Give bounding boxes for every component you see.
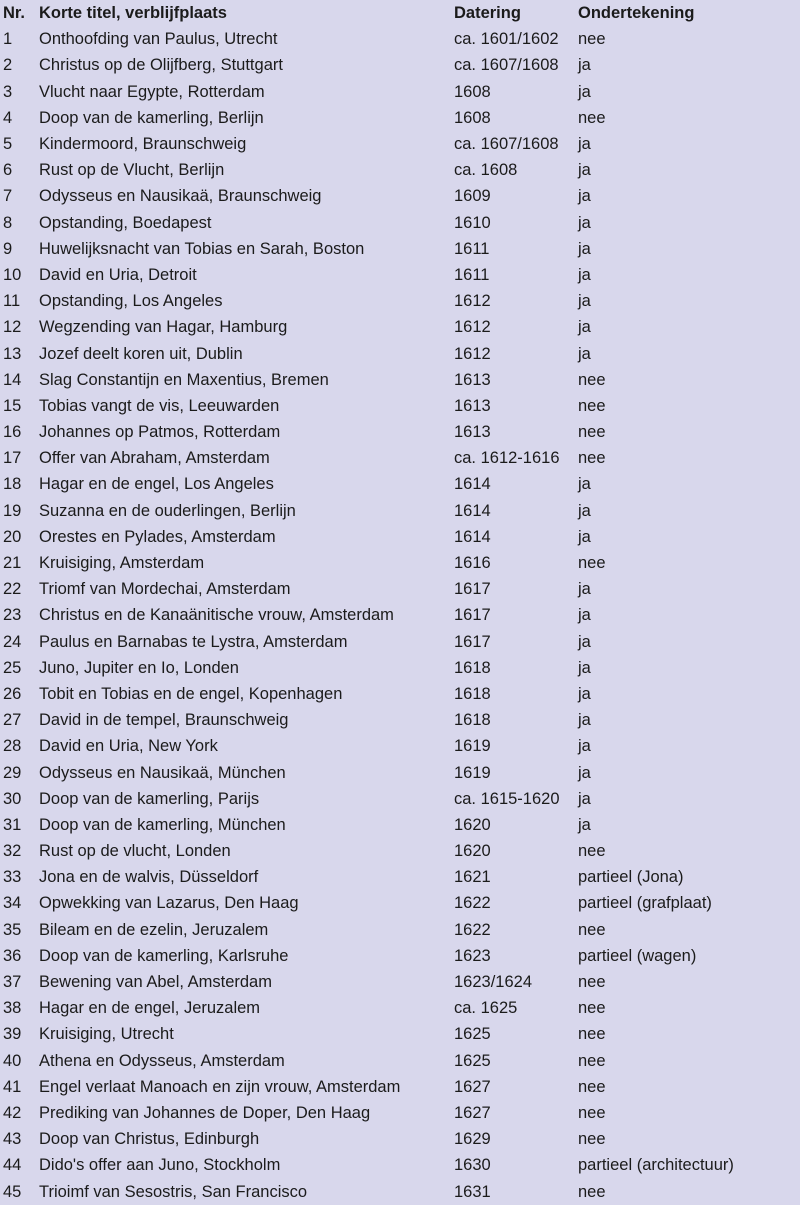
cell-nr: 1 — [3, 30, 13, 49]
table-row — [0, 864, 800, 890]
cell-title: Odysseus en Nausikaä, Braunschweig — [39, 187, 322, 206]
cell-date: 1614 — [454, 475, 491, 494]
cell-title: Christus en de Kanaänitische vrouw, Amsterdam — [39, 606, 394, 625]
cell-signature: ja — [578, 82, 591, 101]
table-row — [0, 105, 800, 131]
table-row — [0, 498, 800, 524]
table-row — [0, 288, 800, 314]
cell-nr: 38 — [3, 999, 22, 1018]
table-row — [0, 131, 800, 157]
table-row — [0, 786, 800, 812]
cell-date: 1630 — [454, 1156, 491, 1175]
cell-signature: ja — [578, 789, 591, 808]
cell-nr: 17 — [3, 449, 22, 468]
header-date: Datering — [454, 4, 521, 23]
cell-title: Bewening van Abel, Amsterdam — [39, 973, 272, 992]
cell-date: 1612 — [454, 344, 491, 363]
cell-title: Rust op de vlucht, Londen — [39, 842, 231, 861]
cell-title: Tobias vangt de vis, Leeuwarden — [39, 396, 280, 415]
table-row — [0, 79, 800, 105]
cell-signature: ja — [578, 161, 591, 180]
cell-title: Doop van de kamerling, Berlijn — [39, 108, 264, 127]
table-row — [0, 340, 800, 366]
cell-title: Kindermoord, Braunschweig — [39, 135, 247, 154]
table-row — [0, 471, 800, 497]
cell-title: Doop van de kamerling, Karlsruhe — [39, 946, 289, 965]
cell-signature: partieel (Jona) — [578, 868, 684, 887]
cell-nr: 39 — [3, 1025, 22, 1044]
cell-nr: 21 — [3, 554, 22, 573]
cell-nr: 27 — [3, 711, 22, 730]
cell-date: ca. 1608 — [454, 161, 518, 180]
cell-signature: partieel (grafplaat) — [578, 894, 712, 913]
cell-signature: ja — [578, 711, 591, 730]
cell-date: 1617 — [454, 632, 491, 651]
cell-signature: nee — [578, 370, 606, 389]
cell-nr: 8 — [3, 213, 13, 232]
cell-title: Jona en de walvis, Düsseldorf — [39, 868, 259, 887]
cell-nr: 37 — [3, 973, 22, 992]
cell-nr: 31 — [3, 815, 22, 834]
cell-nr: 2 — [3, 56, 13, 75]
cell-nr: 42 — [3, 1103, 22, 1122]
header-row — [0, 0, 800, 26]
cell-title: Triomf van Mordechai, Amsterdam — [39, 580, 291, 599]
cell-signature: nee — [578, 1025, 606, 1044]
table-body — [0, 26, 800, 1204]
table-row — [0, 707, 800, 733]
table-row — [0, 52, 800, 78]
cell-nr: 4 — [3, 108, 13, 127]
cell-signature: nee — [578, 30, 606, 49]
cell-title: Odysseus en Nausikaä, München — [39, 763, 286, 782]
cell-date: 1613 — [454, 423, 491, 442]
cell-title: Hagar en de engel, Los Angeles — [39, 475, 274, 494]
cell-title: Paulus en Barnabas te Lystra, Amsterdam — [39, 632, 348, 651]
cell-nr: 25 — [3, 658, 22, 677]
cell-signature: ja — [578, 56, 591, 75]
cell-nr: 23 — [3, 606, 22, 625]
cell-signature: ja — [578, 580, 591, 599]
cell-nr: 20 — [3, 527, 22, 546]
cell-signature: ja — [578, 318, 591, 337]
table-row — [0, 157, 800, 183]
cell-title: Juno, Jupiter en Io, Londen — [39, 658, 239, 677]
cell-date: ca. 1601/1602 — [454, 30, 559, 49]
cell-date: 1623 — [454, 946, 491, 965]
cell-title: Offer van Abraham, Amsterdam — [39, 449, 270, 468]
header-title: Korte titel, verblijfplaats — [39, 4, 227, 23]
table-row — [0, 1048, 800, 1074]
cell-date: 1614 — [454, 501, 491, 520]
cell-title: Opstanding, Boedapest — [39, 213, 212, 232]
cell-nr: 3 — [3, 82, 13, 101]
cell-signature: ja — [578, 501, 591, 520]
cell-nr: 30 — [3, 789, 22, 808]
cell-signature: nee — [578, 1051, 606, 1070]
table-row — [0, 1152, 800, 1178]
cell-date: 1608 — [454, 82, 491, 101]
cell-title: Orestes en Pylades, Amsterdam — [39, 527, 276, 546]
cell-title: Rust op de Vlucht, Berlijn — [39, 161, 225, 180]
cell-nr: 6 — [3, 161, 13, 180]
table-row — [0, 681, 800, 707]
cell-signature: nee — [578, 842, 606, 861]
cell-title: David in de tempel, Braunschweig — [39, 711, 289, 730]
cell-date: 1617 — [454, 580, 491, 599]
cell-signature: nee — [578, 396, 606, 415]
cell-title: Doop van Christus, Edinburgh — [39, 1130, 260, 1149]
cell-title: Christus op de Olijfberg, Stuttgart — [39, 56, 283, 75]
table-row — [0, 1074, 800, 1100]
cell-signature: ja — [578, 763, 591, 782]
cell-date: 1608 — [454, 108, 491, 127]
cell-date: 1612 — [454, 292, 491, 311]
table-row — [0, 393, 800, 419]
cell-title: Jozef deelt koren uit, Dublin — [39, 344, 243, 363]
table-row — [0, 419, 800, 445]
cell-date: 1627 — [454, 1077, 491, 1096]
cell-nr: 7 — [3, 187, 13, 206]
cell-signature: nee — [578, 449, 606, 468]
cell-signature: nee — [578, 1130, 606, 1149]
cell-date: 1620 — [454, 815, 491, 834]
cell-nr: 9 — [3, 239, 13, 258]
cell-nr: 28 — [3, 737, 22, 756]
cell-nr: 45 — [3, 1182, 22, 1201]
cell-title: Slag Constantijn en Maxentius, Bremen — [39, 370, 329, 389]
cell-date: ca. 1612-1616 — [454, 449, 560, 468]
table-row — [0, 655, 800, 681]
cell-date: 1617 — [454, 606, 491, 625]
cell-date: 1625 — [454, 1025, 491, 1044]
cell-signature: ja — [578, 135, 591, 154]
cell-signature: ja — [578, 658, 591, 677]
cell-date: 1618 — [454, 711, 491, 730]
cell-title: Dido's offer aan Juno, Stockholm — [39, 1156, 281, 1175]
cell-nr: 24 — [3, 632, 22, 651]
cell-date: ca. 1615-1620 — [454, 789, 560, 808]
cell-title: Doop van de kamerling, München — [39, 815, 286, 834]
table-row — [0, 26, 800, 52]
cell-signature: ja — [578, 239, 591, 258]
cell-date: ca. 1607/1608 — [454, 135, 559, 154]
cell-nr: 18 — [3, 475, 22, 494]
table-row — [0, 1126, 800, 1152]
cell-date: 1620 — [454, 842, 491, 861]
table-row — [0, 210, 800, 236]
table-row — [0, 550, 800, 576]
cell-title: Doop van de kamerling, Parijs — [39, 789, 260, 808]
cell-signature: nee — [578, 1103, 606, 1122]
table-row — [0, 1021, 800, 1047]
cell-signature: nee — [578, 423, 606, 442]
table-row — [0, 1100, 800, 1126]
cell-signature: ja — [578, 527, 591, 546]
cell-date: 1622 — [454, 920, 491, 939]
cell-title: Kruisiging, Utrecht — [39, 1025, 174, 1044]
table-row — [0, 314, 800, 340]
cell-title: Prediking van Johannes de Doper, Den Haag — [39, 1103, 371, 1122]
table-row — [0, 524, 800, 550]
cell-date: 1612 — [454, 318, 491, 337]
cell-nr: 34 — [3, 894, 22, 913]
header-nr: Nr. — [3, 4, 26, 23]
cell-signature: ja — [578, 475, 591, 494]
cell-title: Suzanna en de ouderlingen, Berlijn — [39, 501, 296, 520]
cell-date: 1611 — [454, 239, 490, 258]
cell-nr: 32 — [3, 842, 22, 861]
cell-nr: 16 — [3, 423, 22, 442]
cell-title: Kruisiging, Amsterdam — [39, 554, 205, 573]
cell-signature: nee — [578, 973, 606, 992]
cell-signature: nee — [578, 1182, 606, 1201]
table-row — [0, 733, 800, 759]
cell-signature: nee — [578, 554, 606, 573]
cell-date: 1631 — [454, 1182, 491, 1201]
cell-signature: partieel (architectuur) — [578, 1156, 734, 1175]
table-row — [0, 367, 800, 393]
cell-title: Johannes op Patmos, Rotterdam — [39, 423, 281, 442]
cell-title: Hagar en de engel, Jeruzalem — [39, 999, 261, 1018]
cell-signature: ja — [578, 265, 591, 284]
cell-signature: nee — [578, 999, 606, 1018]
cell-title: Opwekking van Lazarus, Den Haag — [39, 894, 299, 913]
cell-title: Engel verlaat Manoach en zijn vrouw, Amsterdam — [39, 1077, 401, 1096]
cell-date: 1623/1624 — [454, 973, 532, 992]
cell-nr: 44 — [3, 1156, 22, 1175]
cell-nr: 13 — [3, 344, 22, 363]
cell-date: 1625 — [454, 1051, 491, 1070]
cell-date: 1621 — [454, 868, 491, 887]
cell-date: 1629 — [454, 1130, 491, 1149]
cell-signature: nee — [578, 108, 606, 127]
table-row — [0, 812, 800, 838]
cell-date: 1616 — [454, 554, 491, 573]
cell-date: 1627 — [454, 1103, 491, 1122]
table-row — [0, 759, 800, 785]
table-row — [0, 838, 800, 864]
cell-nr: 12 — [3, 318, 22, 337]
cell-date: 1619 — [454, 763, 491, 782]
cell-nr: 41 — [3, 1077, 22, 1096]
cell-title: Vlucht naar Egypte, Rotterdam — [39, 82, 265, 101]
table-row — [0, 917, 800, 943]
cell-signature: ja — [578, 344, 591, 363]
cell-date: 1619 — [454, 737, 491, 756]
cell-nr: 5 — [3, 135, 13, 154]
cell-date: 1611 — [454, 265, 490, 284]
cell-nr: 19 — [3, 501, 22, 520]
cell-date: 1609 — [454, 187, 491, 206]
cell-nr: 22 — [3, 580, 22, 599]
header-signature: Ondertekening — [578, 4, 695, 23]
table-row — [0, 629, 800, 655]
cell-signature: ja — [578, 213, 591, 232]
cell-title: Tobit en Tobias en de engel, Kopenhagen — [39, 684, 343, 703]
table-header — [0, 0, 800, 26]
cell-title: Wegzending van Hagar, Hamburg — [39, 318, 288, 337]
cell-title: Trioimf van Sesostris, San Francisco — [39, 1182, 308, 1201]
cell-signature: ja — [578, 606, 591, 625]
cell-nr: 26 — [3, 684, 22, 703]
cell-signature: ja — [578, 815, 591, 834]
cell-title: Bileam en de ezelin, Jeruzalem — [39, 920, 269, 939]
table-row — [0, 236, 800, 262]
cell-signature: nee — [578, 920, 606, 939]
table-row — [0, 890, 800, 916]
cell-date: 1618 — [454, 684, 491, 703]
cell-date: 1622 — [454, 894, 491, 913]
cell-signature: ja — [578, 737, 591, 756]
cell-nr: 43 — [3, 1130, 22, 1149]
table-row — [0, 969, 800, 995]
cell-date: 1618 — [454, 658, 491, 677]
cell-signature: ja — [578, 684, 591, 703]
cell-nr: 40 — [3, 1051, 22, 1070]
cell-date: ca. 1625 — [454, 999, 518, 1018]
cell-nr: 33 — [3, 868, 22, 887]
cell-title: Athena en Odysseus, Amsterdam — [39, 1051, 285, 1070]
cell-nr: 11 — [3, 292, 21, 311]
cell-date: 1613 — [454, 370, 491, 389]
cell-signature: partieel (wagen) — [578, 946, 697, 965]
cell-nr: 35 — [3, 920, 22, 939]
cell-title: Onthoofding van Paulus, Utrecht — [39, 30, 278, 49]
cell-nr: 15 — [3, 396, 22, 415]
cell-nr: 14 — [3, 370, 22, 389]
cell-title: David en Uria, New York — [39, 737, 218, 756]
cell-signature: ja — [578, 292, 591, 311]
cell-signature: ja — [578, 632, 591, 651]
cell-title: David en Uria, Detroit — [39, 265, 197, 284]
cell-date: ca. 1607/1608 — [454, 56, 559, 75]
cell-nr: 10 — [3, 265, 22, 284]
table-row — [0, 943, 800, 969]
table-row — [0, 262, 800, 288]
cell-nr: 29 — [3, 763, 22, 782]
cell-signature: ja — [578, 187, 591, 206]
cell-date: 1614 — [454, 527, 491, 546]
table-row — [0, 576, 800, 602]
cell-title: Huwelijksnacht van Tobias en Sarah, Boston — [39, 239, 365, 258]
table-row — [0, 995, 800, 1021]
cell-nr: 36 — [3, 946, 22, 965]
cell-signature: nee — [578, 1077, 606, 1096]
table-row — [0, 183, 800, 209]
table-row — [0, 445, 800, 471]
table-row — [0, 602, 800, 628]
cell-title: Opstanding, Los Angeles — [39, 292, 223, 311]
cell-date: 1610 — [454, 213, 491, 232]
cell-date: 1613 — [454, 396, 491, 415]
